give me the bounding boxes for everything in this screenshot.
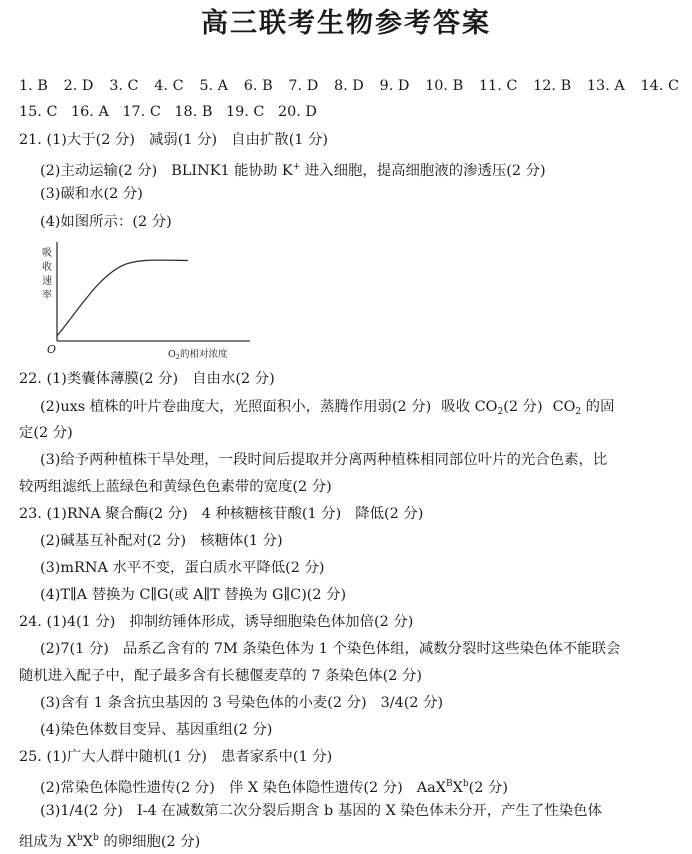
mc-answer: 13. A xyxy=(586,78,625,94)
mc-answer: 18. B xyxy=(174,104,213,120)
mc-row-2 xyxy=(19,102,317,122)
q25-line-2: (2)常染色体隐性遗传(2 分) 伴 X 染色体隐性遗传(2 分) $AaX^BX^b(2$ 分) xyxy=(40,779,508,796)
q22-line-1: 22. (1)类囊体薄膜(2 分) 自由水(2 分) xyxy=(19,371,275,387)
mc-answer: 7. D xyxy=(288,78,319,94)
q24-line-1: 24. (1)4(1 分) 抑制纺锤体形成，诱导细胞染色体加倍(2 分) xyxy=(19,614,414,630)
mc-answer: 1. B xyxy=(19,78,48,94)
graph-origin-label: O xyxy=(47,343,57,356)
mc-answer: 5. A xyxy=(199,78,229,94)
mc-answer: 10. B xyxy=(425,78,464,94)
q25-line-3: (3)1/4(2 分) Ⅰ-4 在减数第二次分裂后期含 b 基因的 X 染色体未分开，产生了性染色体 xyxy=(40,803,602,819)
mc-answer: 3. C xyxy=(109,78,139,94)
q21-line-1: 21. (1)大于(2 分) 减弱(1 分) 自由扩散(1 分) xyxy=(19,132,329,148)
q24-line-4: (3)含有 1 条含抗虫基因的 3 号染色体的小麦(2 分) 3/4(2 分) xyxy=(40,695,444,711)
q22-line-4: (3)给予两种植株干旱处理，一段时间后提取并分离两种植株相同部位叶片的光合色素，比 xyxy=(40,452,608,468)
mc-answer: 20. D xyxy=(277,104,317,120)
mc-answer: 16. A xyxy=(71,104,109,120)
graph-x-label: $O_2$的相对浓度 xyxy=(168,349,228,361)
mc-answer: 2. D xyxy=(63,78,94,94)
q23-line-1: 23. (1)RNA 聚合酶(2 分) 4 种核糖核苷酸(1 分) 降低(2 分) xyxy=(19,506,424,522)
mc-answer: 4. C xyxy=(154,78,184,94)
q25-line-1: 25. (1)广大人群中随机(1 分) 患者家系中(1 分) xyxy=(19,749,333,765)
q22-line-5: 较两组滤纸上蓝绿色和黄绿色色素带的宽度(2 分) xyxy=(19,479,332,495)
mc-answer: 19. C xyxy=(225,104,265,120)
mc-answer: 11. C xyxy=(478,78,518,94)
q23-line-4: (4)T∥A 替换为 C∥G(或 A∥T 替换为 G∥C)(2 分) xyxy=(40,587,347,603)
q24-line-3: 随机进入配子中，配子最多含有长穗偃麦草的 7 条染色体(2 分) xyxy=(19,668,423,684)
q21-line-2: (2)主动运输(2 分) BLINK1 能协助 K+ 进入细胞，提高细胞液的渗透压(2 分) xyxy=(40,162,546,179)
mc-answer: 12. B xyxy=(533,78,572,94)
q23-line-3: (3)mRNA 水平不变，蛋白质水平降低(2 分) xyxy=(40,560,325,576)
q22-line-3: 定(2 分) xyxy=(19,425,73,441)
mc-answer: 6. B xyxy=(243,78,273,94)
mc-answer: 9. D xyxy=(379,78,410,94)
mc-answer: 15. C xyxy=(19,104,58,120)
mc-answer: 17. C xyxy=(122,104,161,120)
mc-answer: 14. C xyxy=(640,78,679,94)
q24-line-2: (2)7(1 分) 品系乙含有的 7M 条染色体为 1 个染色体组，减数分裂时这些染色体不能联会 xyxy=(40,641,621,657)
q21-line-3: (3)碳和水(2 分) xyxy=(40,186,143,202)
mc-answer: 8. D xyxy=(333,78,364,94)
mc-row-1 xyxy=(19,76,679,96)
graph-y-label: 吸 收 速 率 xyxy=(42,248,52,301)
absorption-rate-graph xyxy=(38,240,258,362)
q23-line-2: (2)碱基互补配对(2 分) 核糖体(1 分) xyxy=(40,533,283,549)
graph-curve xyxy=(57,260,188,336)
q22-line-2: (2)uxs 植株的叶片卷曲度大，光照面积小，蒸腾作用弱(2 分) 吸收 $CO_2(2$ 分) $CO_2$ 的固 xyxy=(40,399,615,417)
q21-line-4: (4)如图所示：(2 分) xyxy=(40,214,172,230)
q24-line-5: (4)染色体数目变异、基因重组(2 分) xyxy=(40,722,273,738)
page-title: 高三联考生物参考答案 xyxy=(201,8,491,39)
q25-line-4: 组成为 $X^bX^b$ 的卵细胞(2 分) xyxy=(19,833,201,850)
